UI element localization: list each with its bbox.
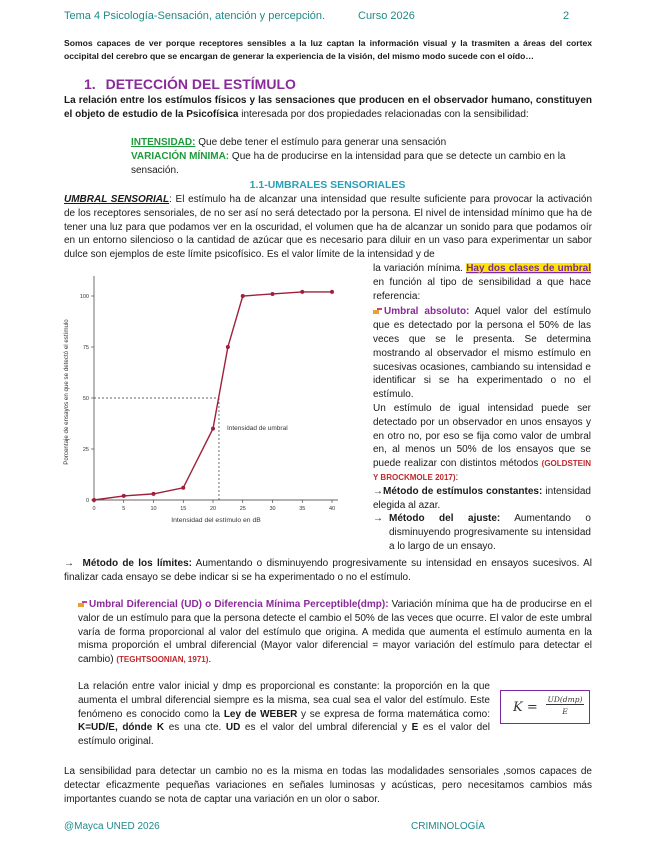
psicofisica-paragraph	[64, 94, 592, 122]
umbral-absoluto	[373, 305, 591, 402]
property-term: VARIACIÓN MÍNIMA:	[131, 151, 230, 162]
y-axis-label: Porcentaje de ensayos en que se detectó el estímulo	[63, 319, 70, 465]
metodo-limites-text: Aumentando o disminuyendo progresivamente su intensidad en ensayos sucesivos. Al finalizar cada ensayo se debe indicar si se ha experimentado o no el estímulo.	[64, 558, 592, 583]
data-point	[181, 486, 185, 490]
arrow-icon: →	[64, 558, 74, 569]
metodo-ajuste	[373, 512, 591, 553]
data-point	[241, 294, 245, 298]
property-intensidad	[131, 136, 593, 150]
x-tick-label: 15	[180, 506, 187, 512]
x-tick-label: 10	[150, 506, 157, 512]
igual-intensidad-text: Un estímulo de igual intensidad puede ser detectado por un observador en unos ensayos y en otro no, por eso se fija como valor de umbral en, al menos un 50% de los ensayos que se puede realizar con distintos métodos	[373, 402, 591, 470]
data-point	[92, 498, 96, 502]
clases-umbral	[373, 262, 591, 303]
psicofisica-bold: La relación entre los estímulos físicos y las sensaciones que producen en el observador humano, constituyen el objeto de estudio de la Psicofísica	[64, 95, 592, 120]
metodo-ajuste-title: Método del ajuste:	[389, 513, 501, 525]
absoluto-text: Aquel valor del estímulo que es detectado por la persona el 50% de las veces que se le presenta. Se determina mostrando al observador el mismo estímulo en sucesivas ocasiones, cambiando su intensidad e identificar si se ha experimentado o no el estímulo.	[373, 306, 591, 401]
x-tick-label: 40	[328, 506, 336, 512]
metodo-limites-title: Método de los límites:	[82, 558, 192, 569]
x-tick-label: 0	[92, 506, 96, 512]
y-tick-label: 0	[85, 498, 89, 504]
period: .	[208, 654, 212, 666]
psychometric-chart	[60, 276, 365, 528]
pointing-hand-icon	[78, 600, 87, 608]
clases-text-b: en función al tipo de sensibilidad a que hace referencia:	[373, 276, 591, 302]
property-text: Que ha de producirse en la intensidad para que se detecte un cambio en la sensación.	[131, 151, 566, 176]
metodo-limites	[64, 557, 592, 585]
intro-paragraph: Somos capaces de ver porque receptores sensibles a la luz captan la información visual y la trasmiten a áreas del cortex occipital del cerebro que se encargan de generar la experiencia de la visión, del mismo modo sucede con el oído…	[64, 38, 592, 61]
metodo-constantes	[373, 485, 591, 513]
detection-curve	[94, 292, 332, 500]
weber-ud: UD	[225, 722, 241, 734]
teghtsoonian-ref: (TEGHTSOONIAN, 1971)	[116, 655, 209, 665]
formula-numerator: UD(dmp)	[547, 695, 583, 704]
weber-text: es una cte.	[164, 722, 226, 734]
data-point	[122, 494, 126, 498]
formula-k: K =	[513, 700, 538, 715]
weber-formula-box	[500, 690, 590, 724]
subsection-title: 1.1-UMBRALES SENSORIALES	[249, 179, 406, 191]
umbral-diferencial	[78, 598, 592, 667]
footer-subject: CRIMINOLOGÍA	[411, 821, 485, 832]
header-title: Tema 4 Psicología-Sensación, atención y percepción.	[64, 10, 326, 22]
section-title	[84, 76, 296, 92]
formula-denominator: E	[562, 707, 568, 716]
metodo-ajuste-text: Aumentando o disminuyendo progresivamente su intensidad a lo largo de un ensayo.	[389, 513, 591, 552]
x-tick-label: 35	[299, 506, 306, 512]
weber-e: E	[411, 722, 419, 734]
umbral-term: UMBRAL SENSORIAL	[64, 194, 170, 205]
weber-paragraph	[78, 680, 490, 749]
weber-text: y se expresa de forma matemática como:	[297, 708, 490, 720]
diferencial-title: Umbral Diferencial (UD) o Diferencia Mínima Perceptible(dmp):	[89, 599, 389, 610]
section-title-text: DETECCIÓN DEL ESTÍMULO	[105, 76, 296, 92]
property-term: INTENSIDAD:	[131, 137, 196, 148]
x-tick-label: 20	[209, 506, 217, 512]
colon: :	[455, 471, 459, 483]
y-tick-label: 100	[79, 294, 89, 300]
weber-text: es el valor del umbral diferencial y	[240, 722, 412, 734]
y-tick-label: 25	[82, 447, 89, 453]
weber-k: K	[156, 722, 165, 734]
diferencial-text: Variación mínima que ha de producirse en el valor de un estímulo para que la persona detecte el cambio el 50% de las veces que ocurre. El valor de este umbral varía de forma proporcional al valor del estímulo que origina. A medida que aumenta el estímulo aumenta en la misma proporción el umbral diferencial (Mayor valor diferencial = mayor variación del estímulo para detectar el cambio)	[78, 599, 593, 666]
data-point	[300, 290, 304, 294]
y-tick-label: 75	[82, 345, 89, 351]
closing-paragraph: La sensibilidad para detectar un cambio no es la misma en todas las modalidades sensoriales ,somos capaces de detectar eficazmente pequeñas variaciones en señales luminosas y acústicas, pero necesitamos cambios más importantes cuando se nota de captar una variación en un olor o sabor.	[64, 766, 592, 805]
pointing-hand-icon	[373, 307, 382, 315]
page-number: 2	[563, 10, 570, 22]
weber-text: La relación entre valor inicial y dmp es proporcional es constante: la proporción en la que aumenta el umbral diferencial siempre es la misma, sea cual sea el valor del estímulo. Este fenómeno es conocido como la	[78, 681, 490, 720]
goldstein-ref: (GOLDSTEIN Y BROCKMOLE 2017)	[373, 459, 592, 482]
header-course: Curso 2026	[358, 10, 415, 22]
footer-author: @Mayca UNED 2026	[64, 821, 160, 832]
umbral-sensorial-paragraph	[64, 193, 592, 262]
x-tick-label: 25	[239, 506, 246, 512]
x-tick-label: 5	[122, 506, 126, 512]
data-point	[271, 292, 275, 296]
y-tick-label: 50	[82, 396, 89, 402]
weber-law: Ley de WEBER	[223, 708, 298, 720]
weber-text: , dónde	[114, 722, 157, 734]
right-column	[373, 262, 591, 554]
section-number: 1.	[84, 76, 96, 92]
igual-intensidad	[373, 402, 591, 485]
metodo-constantes-title: Método de estímulos constantes:	[383, 485, 543, 497]
data-point	[211, 427, 215, 431]
absoluto-title: Umbral absoluto:	[384, 306, 470, 318]
x-tick-label: 30	[269, 506, 276, 512]
arrow-icon: →	[373, 485, 383, 497]
property-text: Que debe tener el estímulo para generar una sensación	[195, 137, 447, 148]
data-point	[330, 290, 334, 294]
weber-formula-inline: K=UD/E	[78, 722, 115, 734]
umbral-text: : El estímulo ha de alcanzar una intensidad que resulte suficiente para provocar la activación de los receptores sensoriales, de no ser así no será detectado por la persona. El nivel de intensidad mínimo que ha de tener una luz para que podamos ver en la oscuridad, el volumen que ha de alcanzar un sonido para que podamos oír en un entorno silencioso o la cantidad de azúcar que es necesario para diluir en un vaso para experimentar un sabor dulce son ejemplos de este límite psicofísico. Es el valor límite de la intensidad y de	[64, 194, 593, 261]
data-point	[226, 345, 230, 349]
data-point	[152, 492, 156, 496]
threshold-annotation: Intensidad de umbral	[226, 425, 288, 432]
property-variacion	[131, 150, 593, 178]
weber-text: es el valor del estímulo original.	[78, 722, 490, 748]
metodo-constantes-text: intensidad elegida al azar.	[373, 485, 591, 511]
clases-text-a: la variación mínima.	[373, 263, 463, 274]
x-axis-label: Intensidad del estímulo en dB	[171, 517, 261, 524]
psicofisica-rest: interesada por dos propiedades relacionadas con la sensibilidad:	[238, 108, 529, 120]
highlight-clases: Hay dos clases de umbral	[466, 263, 592, 274]
arrow-icon: →	[373, 513, 383, 525]
